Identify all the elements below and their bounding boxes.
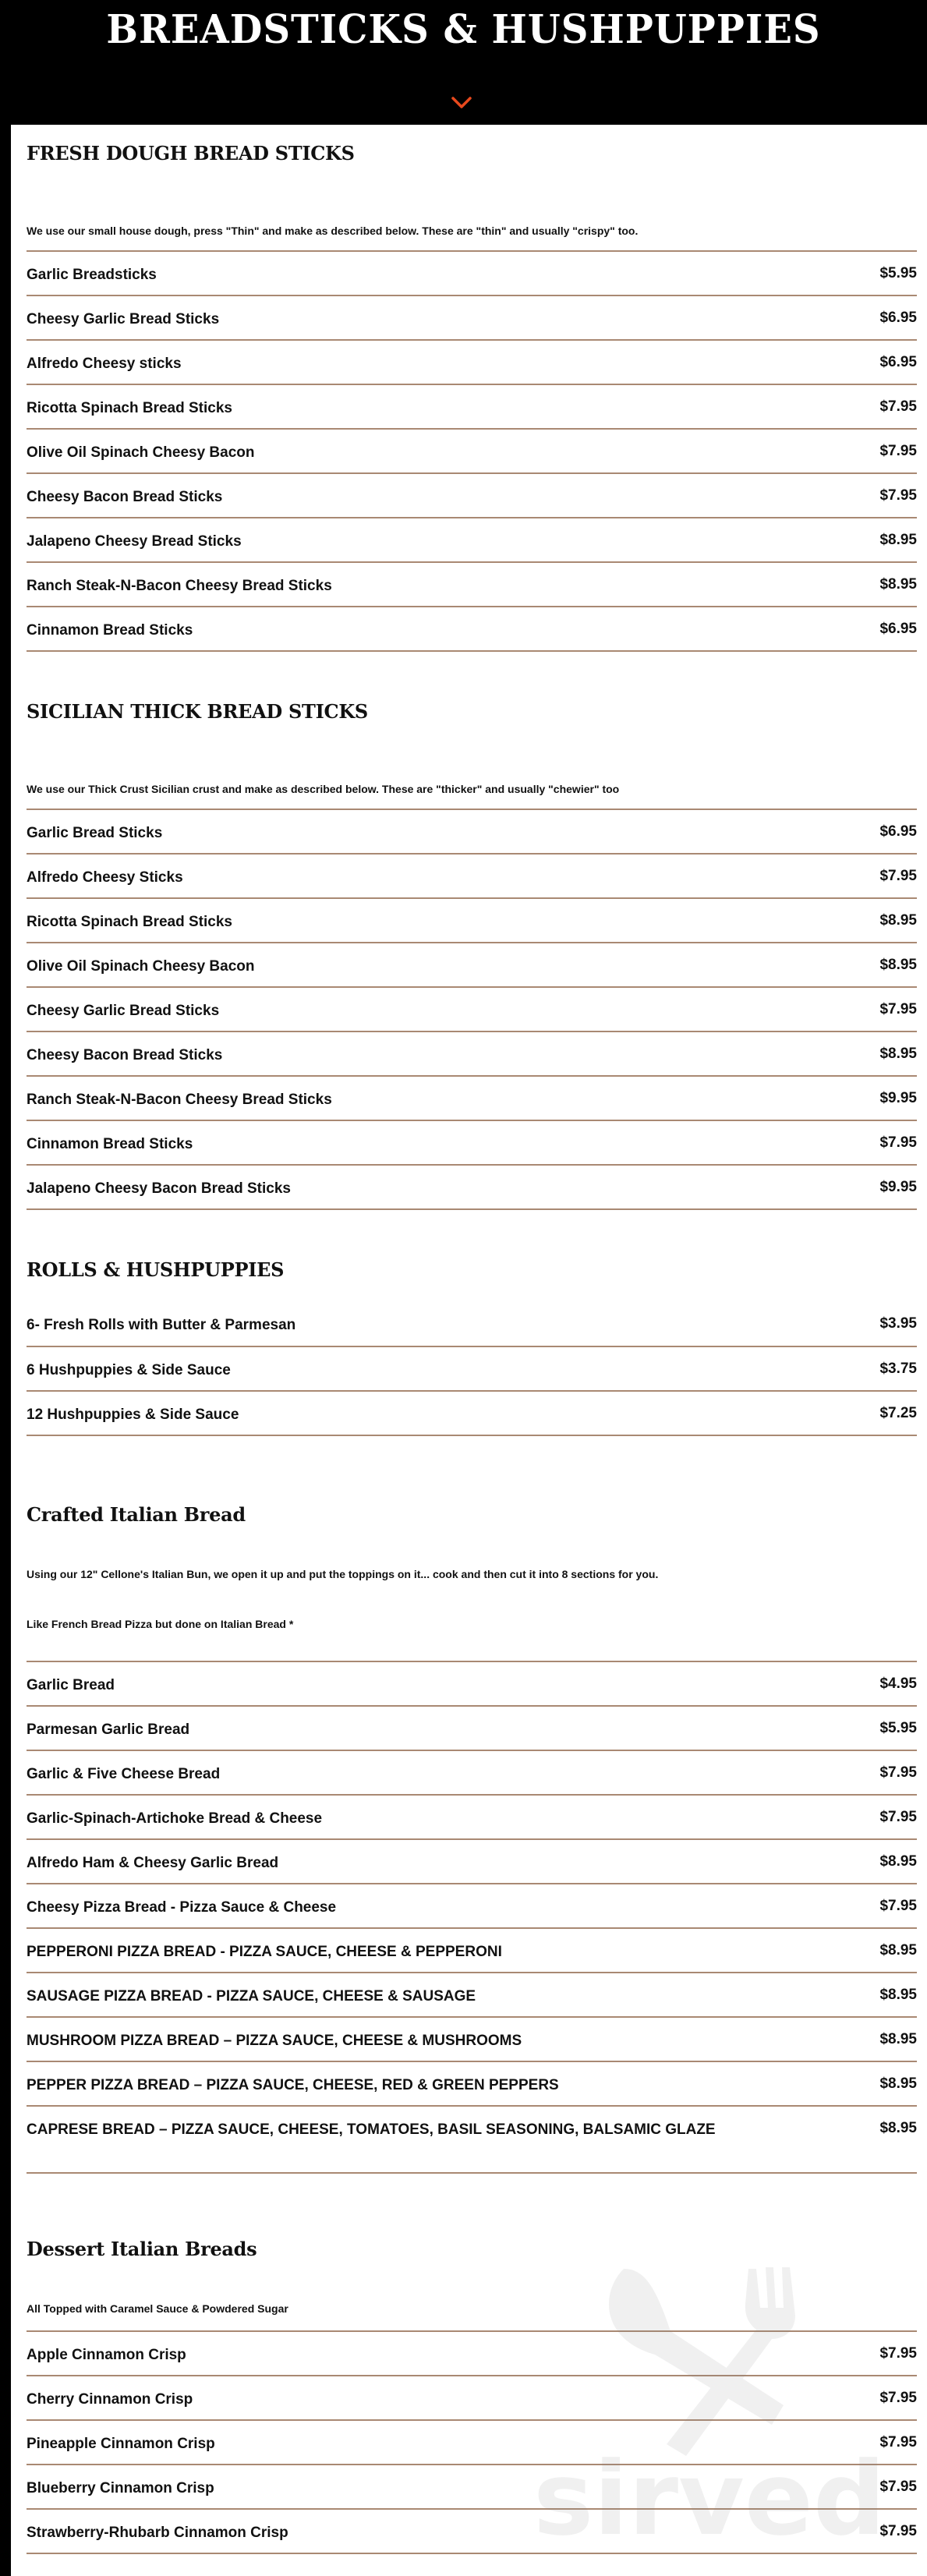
- menu-item-name: Alfredo Cheesy Sticks: [27, 869, 183, 886]
- menu-item-name: Olive Oil Spinach Cheesy Bacon: [27, 444, 255, 461]
- menu-item-name: Cheesy Pizza Bread - Pizza Sauce & Cheese: [27, 1899, 337, 1916]
- menu-item-list: [27, 1661, 917, 2174]
- menu-item[interactable]: [27, 341, 917, 385]
- menu-item-price: $7.95: [879, 868, 917, 884]
- menu-item[interactable]: [27, 988, 917, 1032]
- menu-item-price: $7.95: [879, 487, 917, 504]
- menu-item-name: Cheesy Garlic Bread Sticks: [27, 1003, 220, 1019]
- menu-item-name: Garlic Breadsticks: [27, 267, 157, 283]
- menu-item-name: Olive Oil Spinach Cheesy Bacon: [27, 958, 255, 975]
- menu-item-name: PEPPER PIZZA BREAD – PIZZA SAUCE, CHEESE, RED & GREEN PEPPERS: [27, 2077, 559, 2093]
- menu-item[interactable]: [27, 899, 917, 943]
- menu-item-name: Ricotta Spinach Bread Sticks: [27, 400, 232, 416]
- menu-item[interactable]: [27, 943, 917, 988]
- watermark-text: sirved: [532, 2440, 886, 2558]
- menu-item[interactable]: [27, 1392, 917, 1436]
- menu-item-price: $8.95: [879, 576, 917, 593]
- menu-item[interactable]: [27, 2376, 917, 2421]
- menu-item-name: 6 Hushpuppies & Side Sauce: [27, 1362, 231, 1378]
- menu-item-name: Cherry Cinnamon Crisp: [27, 2391, 193, 2408]
- menu-item[interactable]: [27, 385, 917, 430]
- menu-item-price: $7.95: [879, 2479, 917, 2495]
- menu-item-list: [27, 809, 917, 1210]
- menu-item-name: PEPPERONI PIZZA BREAD - PIZZA SAUCE, CHEESE & PEPPERONI: [27, 1944, 502, 1960]
- section-description: All Topped with Caramel Sauce & Powdered Sugar: [27, 2302, 288, 2315]
- menu-item-name: Garlic & Five Cheese Bread: [27, 1766, 221, 1782]
- menu-item-price: $8.95: [879, 1046, 917, 1062]
- menu-item-price: $6.95: [879, 823, 917, 840]
- menu-item-price: $7.95: [879, 2523, 917, 2539]
- menu-item-name: Pineapple Cinnamon Crisp: [27, 2436, 215, 2452]
- menu-item[interactable]: [27, 1121, 917, 1166]
- menu-item-name: Jalapeno Cheesy Bread Sticks: [27, 533, 242, 550]
- menu-item-price: $9.95: [879, 1179, 917, 1195]
- menu-item[interactable]: [27, 1884, 917, 1929]
- menu-item-price: $7.25: [879, 1405, 917, 1421]
- menu-item-name: Ranch Steak-N-Bacon Cheesy Bread Sticks: [27, 578, 332, 594]
- menu-item-price: $3.95: [879, 1315, 917, 1332]
- menu-item-price: $8.95: [879, 957, 917, 973]
- menu-item-price: $9.95: [879, 1090, 917, 1106]
- section-title: ROLLS & HUSHPUPPIES: [27, 1258, 285, 1281]
- menu-item[interactable]: [27, 250, 917, 296]
- page-header: [0, 0, 927, 125]
- menu-item[interactable]: [27, 1973, 917, 2018]
- page-title: BREADSTICKS & HUSHPUPPIES: [106, 6, 821, 53]
- menu-item-price: $8.95: [879, 1987, 917, 2003]
- menu-item-list: [27, 2330, 917, 2554]
- menu-item[interactable]: [27, 1751, 917, 1796]
- section-title: FRESH DOUGH BREAD STICKS: [27, 142, 355, 165]
- menu-item-price: $7.95: [879, 2434, 917, 2450]
- menu-item-price: $7.95: [879, 2345, 917, 2362]
- menu-item[interactable]: [27, 2018, 917, 2062]
- menu-item[interactable]: [27, 518, 917, 563]
- section-title: Dessert Italian Breads: [27, 2238, 257, 2260]
- menu-item[interactable]: [27, 2421, 917, 2465]
- menu-item[interactable]: [27, 2510, 917, 2554]
- menu-item[interactable]: [27, 563, 917, 607]
- menu-item-price: $7.95: [879, 443, 917, 459]
- menu-item-price: $6.95: [879, 621, 917, 637]
- menu-item[interactable]: [27, 2330, 917, 2376]
- menu-item[interactable]: [27, 1929, 917, 1973]
- menu-item-price: $6.95: [879, 310, 917, 326]
- menu-item-price: $8.95: [879, 2075, 917, 2092]
- menu-item-price: $7.95: [879, 1809, 917, 1825]
- section-description-note: Like French Bread Pizza but done on Italian Bread *: [27, 1618, 294, 1630]
- menu-item[interactable]: [27, 1302, 917, 1347]
- menu-item[interactable]: [27, 855, 917, 899]
- menu-item-price: $7.95: [879, 1001, 917, 1017]
- menu-item-price: $5.95: [879, 265, 917, 281]
- menu-item-name: Jalapeno Cheesy Bacon Bread Sticks: [27, 1180, 291, 1197]
- menu-item-name: Ricotta Spinach Bread Sticks: [27, 914, 232, 930]
- menu-item-price: $7.95: [879, 398, 917, 415]
- menu-item-price: $8.95: [879, 1853, 917, 1870]
- menu-item[interactable]: [27, 1077, 917, 1121]
- menu-item[interactable]: [27, 2062, 917, 2107]
- menu-item-name: MUSHROOM PIZZA BREAD – PIZZA SAUCE, CHEESE & MUSHROOMS: [27, 2033, 522, 2049]
- section-description: Using our 12" Cellone's Italian Bun, we open it up and put the toppings on it... cook and then cut it into 8 sections for you.: [27, 1568, 659, 1580]
- menu-item[interactable]: [27, 1661, 917, 1707]
- menu-item-name: Cinnamon Bread Sticks: [27, 1136, 193, 1152]
- menu-item-name: Strawberry-Rhubarb Cinnamon Crisp: [27, 2525, 288, 2541]
- menu-item-price: $8.95: [879, 1942, 917, 1959]
- section-description: We use our Thick Crust Sicilian crust and make as described below. These are "thicker" and usually "chewier" too: [27, 783, 620, 795]
- menu-item[interactable]: [27, 1166, 917, 1210]
- menu-item-name: 6- Fresh Rolls with Butter & Parmesan: [27, 1317, 296, 1333]
- section-title: Crafted Italian Bread: [27, 1503, 246, 1526]
- menu-item-name: Parmesan Garlic Bread: [27, 1721, 190, 1738]
- menu-item-price: $7.95: [879, 1898, 917, 1914]
- menu-item[interactable]: [27, 2107, 917, 2174]
- menu-item-name: Cinnamon Bread Sticks: [27, 622, 193, 639]
- section-title: SICILIAN THICK BREAD STICKS: [27, 700, 368, 723]
- menu-item-name: Alfredo Cheesy sticks: [27, 356, 182, 372]
- menu-item[interactable]: [27, 1840, 917, 1884]
- menu-item-name: Garlic Bread Sticks: [27, 825, 163, 841]
- menu-item-price: $7.95: [879, 1764, 917, 1781]
- menu-item-name: Cheesy Bacon Bread Sticks: [27, 1047, 223, 1063]
- menu-item-price: $4.95: [879, 1675, 917, 1692]
- menu-content: [11, 125, 927, 2576]
- menu-item[interactable]: [27, 1796, 917, 1840]
- menu-item-name: CAPRESE BREAD – PIZZA SAUCE, CHEESE, TOMATOES, BASIL SEASONING, BALSAMIC GLAZE: [27, 2121, 716, 2138]
- menu-item[interactable]: [27, 474, 917, 518]
- menu-item-price: $7.95: [879, 2390, 917, 2406]
- menu-item-name: Blueberry Cinnamon Crisp: [27, 2480, 214, 2496]
- menu-item-price: $6.95: [879, 354, 917, 370]
- menu-item-name: Cheesy Garlic Bread Sticks: [27, 311, 220, 327]
- menu-item[interactable]: [27, 430, 917, 474]
- menu-item-name: Garlic-Spinach-Artichoke Bread & Cheese: [27, 1810, 323, 1827]
- menu-item[interactable]: [27, 1347, 917, 1392]
- menu-item[interactable]: [27, 2465, 917, 2510]
- menu-item-name: 12 Hushpuppies & Side Sauce: [27, 1407, 239, 1423]
- menu-item-name: Garlic Bread: [27, 1677, 115, 1693]
- menu-item[interactable]: [27, 607, 917, 652]
- menu-item[interactable]: [27, 296, 917, 341]
- menu-item-name: Alfredo Ham & Cheesy Garlic Bread: [27, 1855, 279, 1871]
- menu-item-price: $7.95: [879, 1134, 917, 1151]
- menu-item-price: $5.95: [879, 1720, 917, 1736]
- menu-item-price: $8.95: [879, 2120, 917, 2136]
- menu-item-price: $8.95: [879, 912, 917, 929]
- menu-item[interactable]: [27, 1032, 917, 1077]
- menu-item-price: $8.95: [879, 532, 917, 548]
- menu-item[interactable]: [27, 1707, 917, 1751]
- menu-item-price: $8.95: [879, 2031, 917, 2047]
- section-description: We use our small house dough, press "Thin" and make as described below. These are "thin" and usually "crispy" too.: [27, 225, 639, 237]
- menu-item-name: Apple Cinnamon Crisp: [27, 2347, 186, 2363]
- menu-item-list: [27, 250, 917, 652]
- chevron-down-icon[interactable]: [451, 95, 472, 111]
- menu-item-list: [27, 1302, 917, 1436]
- menu-item-name: Cheesy Bacon Bread Sticks: [27, 489, 223, 505]
- menu-item-price: $3.75: [879, 1361, 917, 1377]
- menu-item-name: SAUSAGE PIZZA BREAD - PIZZA SAUCE, CHEESE & SAUSAGE: [27, 1988, 476, 2005]
- menu-item-name: Ranch Steak-N-Bacon Cheesy Bread Sticks: [27, 1092, 332, 1108]
- menu-item[interactable]: [27, 809, 917, 855]
